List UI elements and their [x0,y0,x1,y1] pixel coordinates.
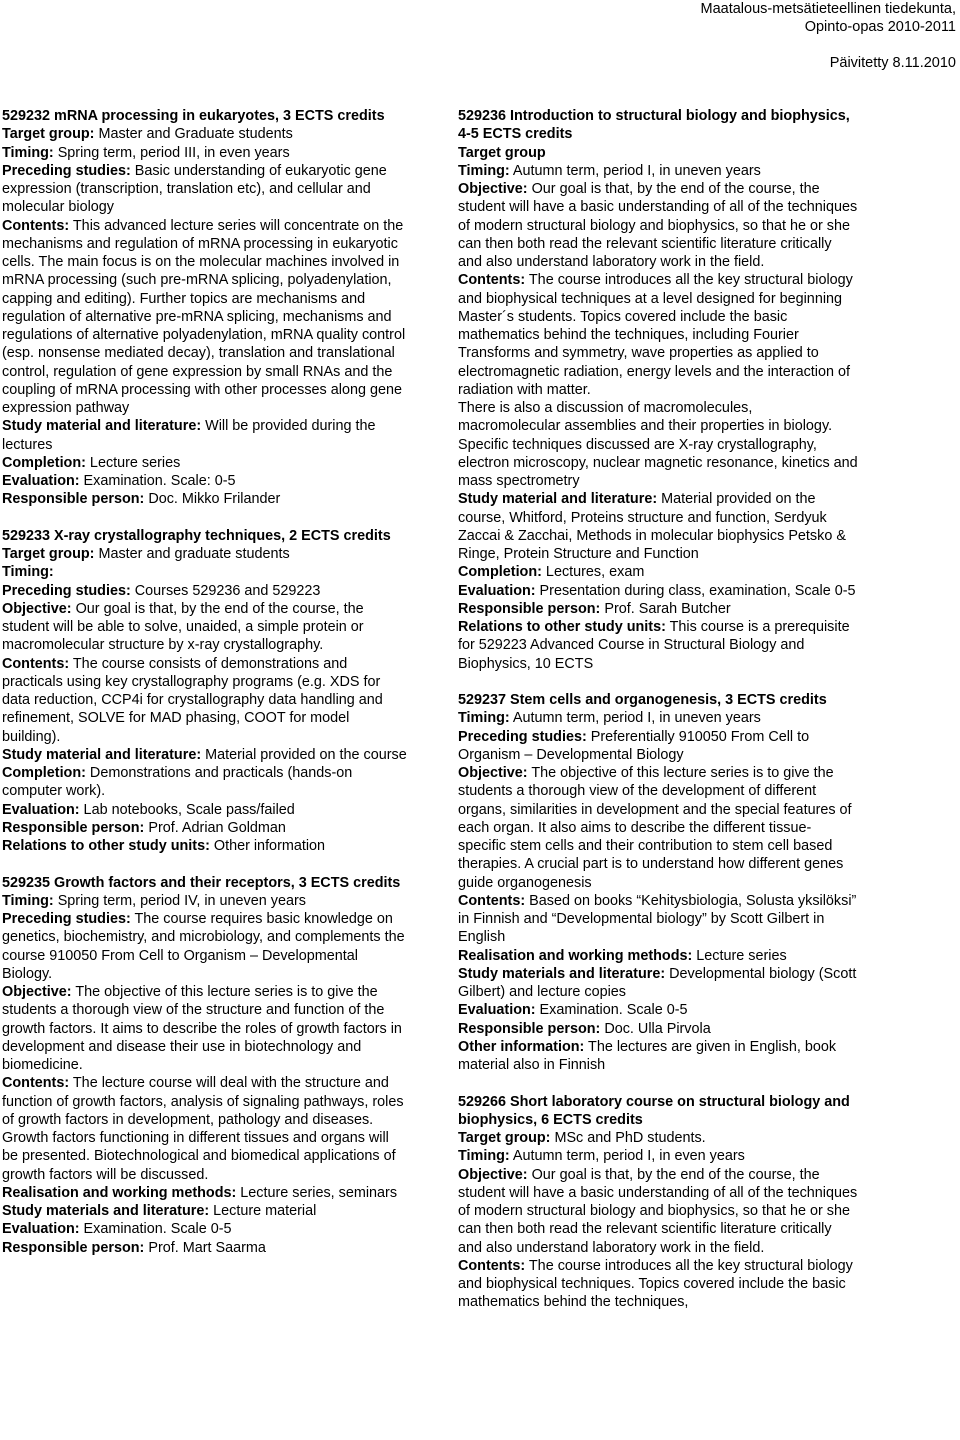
course-section [458,107,858,673]
field-value: Will be provided during the lectures [2,418,376,453]
course-field [458,1257,858,1312]
study-guide-title: Opinto-opas 2010-2011 [804,19,956,35]
field-value: Prof. Mart Saarma [144,1239,266,1256]
field-label: Preceding studies: [458,728,587,745]
course-title: 529232 mRNA processing in eukaryotes, 3 ECTS credits [2,108,385,124]
field-value: Developmental biology (Scott Gilbert) and lecture copies [458,965,857,1000]
course-field [2,217,407,418]
course-section [2,527,407,856]
course-field [458,965,858,1002]
field-value: The objective of this lecture series is to give the students a thorough view of the development of different organs, similarities in development and the special features of each organ. It also aims to describe the different tissue-specific stem cells and their contribution to stem cell based therapies. A crucial part is to understand how different genes guide organogenesis [458,765,852,891]
course-field [2,490,407,508]
course-field [2,600,407,655]
course-section [458,1093,858,1312]
field-label: Preceding studies: [2,582,131,599]
field-label: Evaluation: [2,1221,80,1238]
field-label: Completion: [2,454,86,471]
course-field [2,582,407,600]
field-value: Autumn term, period I, in uneven years [509,162,761,179]
course-field [2,746,407,764]
field-value: Lecture series, seminars [236,1184,398,1201]
field-value: Preferentially 910050 From Cell to Organism – Developmental Biology [458,728,810,763]
course-title: 529237 Stem cells and organogenesis, 3 ECTS credits [458,692,827,708]
field-label: Contents: [2,655,70,672]
field-value: Spring term, period IV, in uneven years [53,892,306,909]
field-label: Evaluation: [458,582,536,599]
field-label: Responsible person: [2,819,145,836]
field-label: Study materials and literature: [458,965,666,982]
left-column [2,107,407,1275]
course-field [458,947,858,965]
field-label: Responsible person: [2,1239,145,1256]
course-field [2,819,407,837]
course-field [458,563,858,581]
field-value: The course introduces all the key structural biology and biophysical techniques. Topics covered include the basic mathematics behind the techniques, [458,1257,853,1311]
field-label: Objective: [458,181,528,197]
field-label: Evaluation: [2,801,80,818]
field-label: Timing: [458,1148,510,1165]
field-value: Examination. Scale 0-5 [79,1221,232,1238]
right-column [458,107,858,1330]
field-label: Timing: [458,162,510,179]
course-field [2,162,407,217]
field-value: Autumn term, period I, in even years [509,1148,745,1165]
field-label: Realisation and working methods: [2,1184,237,1201]
course-field [2,472,407,490]
field-label: Preceding studies: [2,911,131,927]
course-field [458,1166,858,1257]
field-value: Courses 529236 and 529223 [130,582,321,599]
course-title: 529235 Growth factors and their receptors, 3 ECTS credits [2,874,401,891]
course-field [458,728,858,765]
course-field [2,144,407,162]
field-value: Master and Graduate students [94,126,293,143]
faculty-name: Maatalous-metsätieteellinen tiedekunta, [700,1,956,17]
field-value: Our goal is that, by the end of the course, the student will have a basic understanding of all of the techniques of modern structural biology and biophysics, so that he or she can then both read the relevant scientific literature critically and also understand laboratory work in the field. [458,181,858,270]
course-section [458,691,858,1074]
field-value: Basic understanding of eukaryotic gene expression (transcription, translation etc), and cellular and molecular biology [2,162,387,216]
field-label: Evaluation: [2,473,80,489]
field-label: Study material and literature: [458,491,658,508]
field-value: The course consists of demonstrations and practicals using key crystallography programs (e.g. XDS for data reduction, CCP4i for crystallography data handling and refinement, SOLVE for MAD phasing, COOT for model building). [2,655,383,745]
field-value: Based on books “Kehitysbiologia, Solusta yksilöksi” in Finnish and “Developmental biology” by Scott Gilbert in English [458,892,857,946]
field-value: Lecture material [209,1203,317,1219]
course-field [2,1202,407,1220]
field-label: Objective: [2,600,72,617]
course-field [458,892,858,947]
course-field [458,1020,858,1038]
course-field [2,454,407,472]
course-field [2,1220,407,1238]
field-label: Evaluation: [458,1002,536,1019]
field-label: Contents: [458,892,526,909]
field-value: Lectures, exam [541,564,645,581]
field-label: Contents: [2,217,70,234]
field-label: Timing: [2,144,54,161]
field-value: Material provided on the course [201,746,407,763]
field-label: Study materials and literature: [2,1203,210,1219]
course-field [2,417,407,454]
course-field [458,600,858,618]
field-label: Other information: [458,1038,585,1055]
field-label: Relations to other study units: [458,619,666,635]
field-value: Examination. Scale 0-5 [535,1002,688,1019]
course-field [458,582,858,600]
field-value: The course introduces all the key structural biology and biophysical techniques at a level designed for beginning Master´s students. Topics covered include the basic mathematics behind the techniques, including Fourier Transforms and symmetry, wave properties as applied to electromagnetic radiation, energy levels and the interaction of radiation with matter. [458,272,853,398]
header-spacer [436,36,956,54]
course-field [2,563,407,581]
field-label: Preceding studies: [2,162,131,179]
field-value: Lecture series [85,454,181,471]
field-value: Lecture series [692,947,787,964]
course-field [458,271,858,399]
field-label: Contents: [458,1257,526,1274]
field-value: Prof. Adrian Goldman [144,819,286,836]
field-label: Responsible person: [2,491,145,508]
field-label: Target group: [2,126,95,143]
field-label: Target group: [2,546,95,562]
field-label: Timing: [458,710,510,727]
course-field [458,618,858,673]
field-value: Material provided on the course, Whitford, Proteins structure and function, Serdyuk Zaccai & Zacchai, Methods in molecular biophysics Petsko & Ringe, Protein Structure and Function [458,491,846,562]
field-label: Contents: [458,272,526,289]
field-label: Timing: [2,564,54,581]
field-label: Target group: [458,1130,551,1146]
page-header [436,0,956,72]
field-label: Target group [458,144,546,161]
course-field [458,399,858,490]
course-field [458,490,858,563]
field-label: Study material and literature: [2,746,202,763]
course-section [2,874,407,1257]
course-field [458,1001,858,1019]
course-title: 529233 X-ray crystallography techniques, 2 ECTS credits [2,527,391,544]
field-label: Responsible person: [458,1020,601,1037]
course-field [2,1074,407,1184]
field-value: Lab notebooks, Scale pass/failed [79,801,295,818]
field-value: The lecture course will deal with the structure and function of growth factors, analysis of signaling pathways, roles of growth factors in development, pathology and diseases. Growth factors functioning in different tissues and organs will be presented. Biotechnological and biomedical applications of growth factors will be discussed. [2,1075,404,1183]
field-value: Prof. Sarah Butcher [600,600,731,617]
course-field [2,655,407,746]
course-field [2,764,407,801]
field-value: Master and graduate students [94,546,290,562]
field-label: Realisation and working methods: [458,947,693,964]
course-title: 529236 Introduction to structural biology and biophysics, 4-5 ECTS credits [458,108,850,143]
course-field [458,764,858,892]
course-field [2,837,407,855]
course-section [2,107,407,509]
field-label: Relations to other study units: [2,838,210,854]
field-label: Objective: [458,765,528,781]
course-field [458,709,858,727]
field-value: Examination. Scale: 0-5 [79,473,236,489]
field-value: There is also a discussion of macromolecules, macromolecular assemblies and their properties in biology. Specific techniques discussed are X-ray crystallography, electron microscopy, nuclear magnetic resonance, kinetics and mass spectrometry [458,400,858,489]
field-value: Doc. Mikko Frilander [144,491,281,508]
field-label: Study material and literature: [2,418,202,435]
field-label: Objective: [2,984,72,1000]
course-field [2,910,407,983]
course-field [2,545,407,563]
field-value: Demonstrations and practicals (hands-on computer work). [2,765,353,800]
field-label: Objective: [458,1166,528,1183]
course-field [2,801,407,819]
field-value: Autumn term, period I, in uneven years [509,710,761,727]
course-field [2,125,407,143]
course-field [458,144,858,162]
field-label: Completion: [458,564,542,581]
field-value: Other information [209,838,326,854]
field-value: MSc and PhD students. [550,1130,706,1146]
field-value: Doc. Ulla Pirvola [600,1020,711,1037]
field-label: Timing: [2,892,54,909]
field-value: Spring term, period III, in even years [53,144,290,161]
course-field [458,1147,858,1165]
field-value: Our goal is that, by the end of the course, the student will have a basic understanding of all of the techniques of modern structural biology and biophysics, so that he or she can then both read the relevant scientific literature critically and also understand laboratory work in the field. [458,1166,858,1256]
field-value: Our goal is that, by the end of the course, the student will be able to solve, unaided, a simple protein or macromolecular structure by x-ray crystallography. [2,600,364,654]
field-value: The course requires basic knowledge on genetics, biochemistry, and microbiology, and complements the course 910050 From Cell to Organism – Developmental Biology. [2,911,405,982]
field-label: Responsible person: [458,600,601,617]
course-field [458,180,858,271]
field-value: This advanced lecture series will concentrate on the mechanisms and regulation of mRNA processing in eukaryotic cells. The main focus is on the molecular machines involved in mRNA processing (such pre-mRNA splicing, polyadenylation, capping and editing). Further topics are mechanisms and regulation of alternative pre-mRNA splicing, mechanisms and regulations of alternative polyadenylation, mRNA quality control (esp. nonsense mediated decay), translation and translational control, regulation of gene expression by small RNAs and the coupling of mRNA processing with other processes along gene expression pathway [2,217,406,416]
field-value: Presentation during class, examination, Scale 0-5 [535,582,856,599]
course-field [458,1129,858,1147]
updated-date: Päivitetty 8.11.2010 [829,55,956,71]
course-title: 529266 Short laboratory course on structural biology and biophysics, 6 ECTS credits [458,1093,850,1128]
course-field [2,1239,407,1257]
field-value: The objective of this lecture series is to give the students a thorough view of the structure and function of the growth factors. It aims to describe the roles of growth factors in development and disease their use in biotechnology and biomedicine. [2,984,402,1073]
field-value: This course is a prerequisite for 529223 Advanced Course in Structural Biology and Biophysics, 10 ECTS [458,619,850,672]
course-field [2,892,407,910]
field-value: The lectures are given in English, book material also in Finnish [458,1038,837,1073]
field-label: Completion: [2,765,86,781]
field-label: Contents: [2,1075,70,1092]
course-field [458,1038,858,1075]
course-field [2,1184,407,1202]
course-field [2,983,407,1074]
course-field [458,162,858,180]
